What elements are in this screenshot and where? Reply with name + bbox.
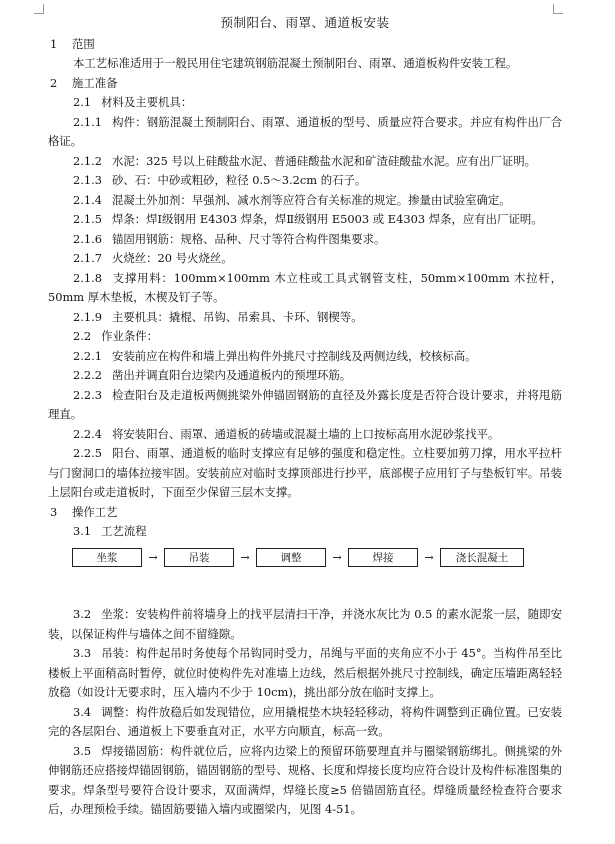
section-label: 操作工艺 xyxy=(72,504,118,519)
item-number: 3.3 xyxy=(73,646,92,660)
item-number: 2.1.2 xyxy=(73,153,102,168)
section-number: 1 xyxy=(50,36,58,51)
subsection-heading-flow xyxy=(48,522,562,542)
item-text: 支撑用料：100mm×100mm 木立柱或工具式钢管支柱，50mm×100mm 木拉杆，50mm 厚木垫板，木楔及钉子等。 xyxy=(48,270,562,304)
crop-mark-top-left xyxy=(34,4,44,14)
item-number: 2.2.4 xyxy=(73,426,102,441)
scope-paragraph: 本工艺标准适用于一般民用住宅建筑钢筋混凝土预制阳台、雨罩、通道板构件安装工程。 xyxy=(73,56,518,70)
item-number: 3.5 xyxy=(73,743,92,758)
list-item xyxy=(48,171,562,191)
list-item xyxy=(48,152,562,172)
item-number: 2.1.6 xyxy=(73,231,102,246)
list-item xyxy=(48,230,562,250)
process-flow-diagram xyxy=(72,548,562,568)
item-number: 2.1.8 xyxy=(73,270,102,285)
item-number: 3.2 xyxy=(73,607,92,621)
item-text: 混凝土外加剂：早强剂、减水剂等应符合有关标准的规定。掺量由试验室确定。 xyxy=(111,192,511,207)
section-number: 2 xyxy=(50,75,58,90)
flow-step-box: 浇长混凝土 xyxy=(440,548,524,567)
flow-step-box: 坐浆 xyxy=(72,548,142,567)
item-number: 2.1.4 xyxy=(73,192,102,207)
flow-arrow-icon: → xyxy=(424,550,434,564)
list-item xyxy=(48,703,562,742)
item-text: 安装前应在构件和墙上弹出构件外挑尺寸控制线及两侧边线，校核标高。 xyxy=(111,348,477,363)
section-label: 范围 xyxy=(72,36,95,51)
item-text: 焊接锚固筋：构件就位后，应将内边梁上的预留环筋要理直并与圈梁钢筋绑扎。侧挑梁的外伸钢筋还应搭接焊锚固钢筋，锚固钢筋的型号、规格、长度和焊接长度均应符合设计及构件标准图集的要求。焊条型号要符合设计要求，双面满焊，焊缝长度≥5 倍锚固筋直径。焊缝质量经检查符合要求后，办理预检手续。锚固筋要锚入墙内或圈梁内，见图 4-51。 xyxy=(48,743,562,816)
item-number: 2.1.7 xyxy=(73,251,102,265)
item-text: 火烧丝：20 号火烧丝。 xyxy=(111,251,233,265)
item-text: 阳台、雨罩、通道板的临时支撑应有足够的强度和稳定性。立柱要加剪刀撑，用水平拉杆与门窗洞口的墙体拉接牢固。安装前应对临时支撑顶部进行抄平，底部楔子应用钉子与垫板钉牢。吊装上层阳台或走道板时，下面至少保留三层木支撑。 xyxy=(48,446,562,499)
list-item xyxy=(48,249,562,269)
flow-arrow-icon: → xyxy=(148,550,158,564)
section-heading-scope xyxy=(48,35,562,55)
list-item xyxy=(48,308,562,328)
list-item xyxy=(48,742,562,820)
list-item xyxy=(48,366,562,386)
item-text: 主要机具：撬棍、吊钩、吊索具、卡环、钢楔等。 xyxy=(111,309,363,324)
materials-list xyxy=(48,113,562,328)
subsection-label: 作业条件： xyxy=(101,329,159,343)
item-text: 构件：钢筋混凝土预制阳台、雨罩、通道板的型号、质量应符合要求。并应有构件出厂合格证。 xyxy=(48,114,562,148)
item-number: 2.2.2 xyxy=(73,368,102,382)
list-item xyxy=(48,269,562,308)
subsection-label: 工艺流程 xyxy=(101,524,147,538)
item-text: 吊装：构件起吊时务使每个吊钩同时受力，吊绳与平面的夹角应不小于 45°。当构件吊至比楼板上平面稍高时暂停，就位时使构件先对准墙上边线，然后根据外挑尺寸控制线，确定压墙距离轻轻放稳（如设计无要求时，压入墙内不少于 10cm)，挑出部分放在临时支撑上。 xyxy=(48,646,562,699)
flow-arrow-icon: → xyxy=(332,550,342,564)
section-label: 施工准备 xyxy=(72,75,118,90)
item-number: 2.1.3 xyxy=(73,173,102,187)
subsection-number: 2.2 xyxy=(73,329,92,343)
subsection-label: 材料及主要机具： xyxy=(101,95,193,109)
item-number: 2.1.5 xyxy=(73,212,102,226)
item-number: 3.4 xyxy=(73,704,92,719)
flow-step-box: 焊接 xyxy=(348,548,418,567)
document-page xyxy=(48,13,562,820)
subsection-heading-materials xyxy=(48,93,562,113)
item-text: 水泥：325 号以上硅酸盐水泥、普通硅酸盐水泥和矿渣硅酸盐水泥。应有出厂证明。 xyxy=(111,153,537,168)
item-text: 调整：构件放稳后如发现错位，应用撬棍垫木块轻轻移动，将构件调整到正确位置。已安装完的各层阳台、通道板上下要垂直对正，水平方向顺直，标高一致。 xyxy=(48,704,562,738)
section-heading-process xyxy=(48,503,562,523)
conditions-list xyxy=(48,347,562,503)
item-text: 将安装阳台、雨罩、通道板的砖墙或混凝土墙的上口按标高用水泥砂浆找平。 xyxy=(111,426,500,441)
item-text: 检查阳台及走道板两侧挑梁外伸锚固钢筋的直径及外露长度是否符合设计要求，并将甩筋理直。 xyxy=(48,387,562,421)
flow-step-box: 吊装 xyxy=(164,548,234,567)
item-number: 2.2.3 xyxy=(73,387,102,402)
item-text: 凿出并调直阳台边梁内及通道板内的预埋环筋。 xyxy=(111,368,352,382)
list-item xyxy=(48,113,562,152)
item-number: 2.1.9 xyxy=(73,309,102,324)
subsection-number: 2.1 xyxy=(73,95,92,109)
list-item xyxy=(48,386,562,425)
list-item xyxy=(48,210,562,230)
item-number: 2.2.1 xyxy=(73,348,102,363)
flow-step-box: 调整 xyxy=(256,548,326,567)
list-item xyxy=(48,605,562,644)
list-item xyxy=(48,644,562,703)
item-text: 焊条：焊Ⅰ级钢用 E4303 焊条，焊Ⅱ级钢用 E5003 或 E4303 焊条，应有出厂证明。 xyxy=(111,212,543,226)
item-text: 锚固用钢筋：规格、品种、尺寸等符合构件图集要求。 xyxy=(111,231,386,246)
process-steps-list xyxy=(48,605,562,820)
section-heading-preparation xyxy=(48,74,562,94)
list-item xyxy=(48,347,562,367)
item-text: 砂、石：中砂或粗砂，粒径 0.5～3.2cm 的石子。 xyxy=(111,173,367,187)
item-text: 坐浆：安装构件前将墙身上的找平层清扫干净，并浇水灰比为 0.5 的素水泥浆一层，随即安装，以保证构件与墙体之间不留缝隙。 xyxy=(48,607,562,641)
flow-arrow-icon: → xyxy=(240,550,250,564)
item-number: 2.1.1 xyxy=(73,114,102,129)
section-number: 3 xyxy=(50,504,58,519)
list-item xyxy=(48,444,562,503)
page-title: 预制阳台、雨罩、通道板安装 xyxy=(220,15,390,30)
list-item xyxy=(48,425,562,445)
item-number: 2.2.5 xyxy=(73,446,102,460)
subsection-heading-conditions xyxy=(48,327,562,347)
subsection-number: 3.1 xyxy=(73,524,92,538)
list-item xyxy=(48,191,562,211)
